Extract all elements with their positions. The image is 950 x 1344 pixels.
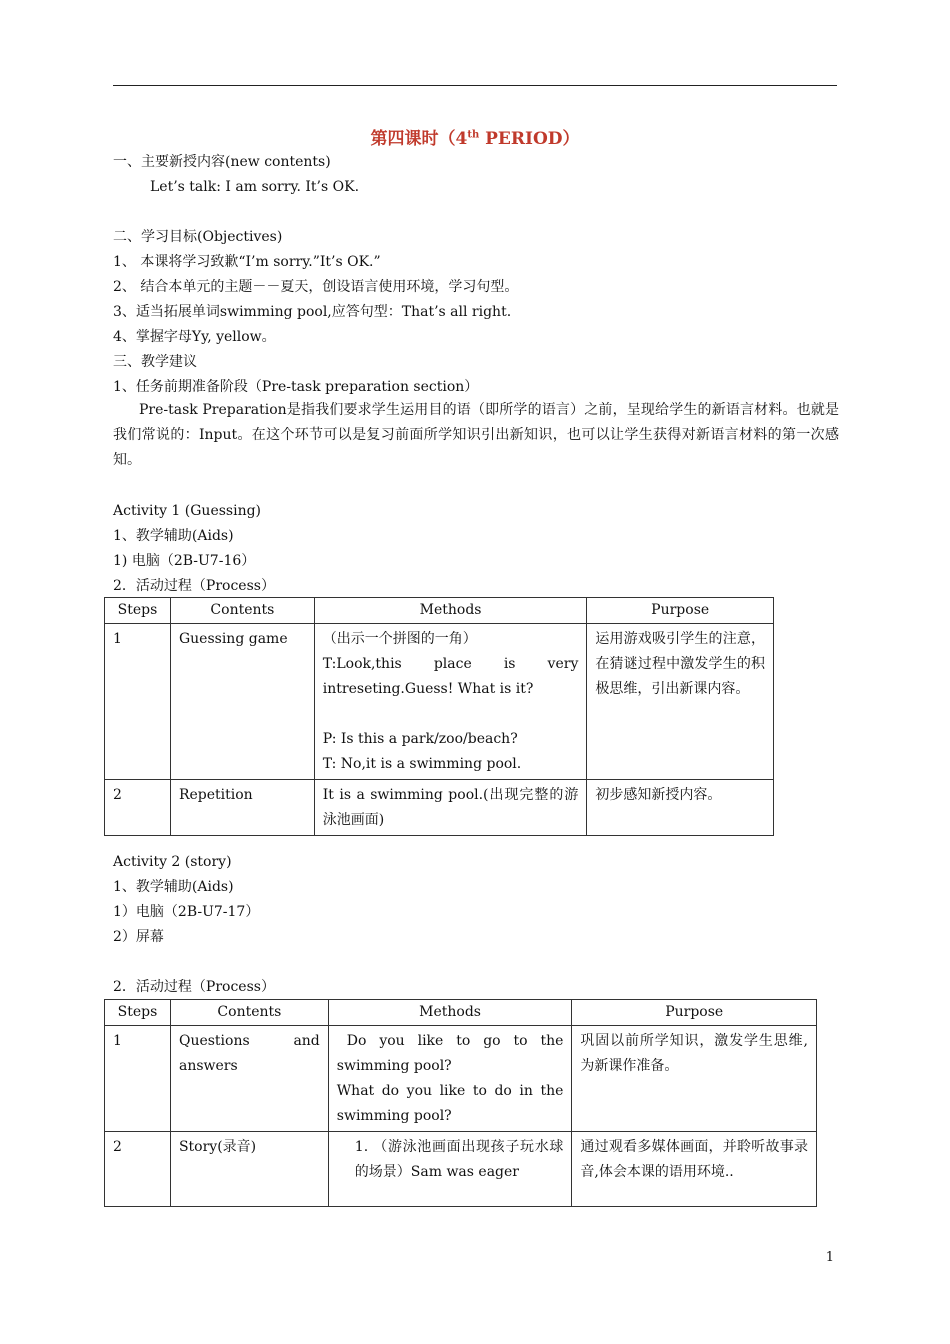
methods-cell xyxy=(314,624,587,780)
activity1-aids-heading: 1、教学辅助(Aids) xyxy=(113,528,234,544)
page-title: 第四课时（4th PERIOD） xyxy=(370,129,580,149)
activity1-aid-item: 1) 电脑（2B-U7-16） xyxy=(113,553,256,569)
header-rule xyxy=(113,85,837,86)
column-header: Methods xyxy=(314,598,587,624)
methods-cell xyxy=(328,1026,572,1132)
content-cell: Repetition xyxy=(170,780,314,836)
step-cell: 2 xyxy=(105,780,171,836)
table-row xyxy=(105,1026,817,1132)
purpose-cell: 运用游戏吸引学生的注意，在猜谜过程中激发学生的积极思维，引出新课内容。 xyxy=(587,624,774,780)
methods-line: Do you like to go to the swimming pool? xyxy=(336,1033,564,1074)
methods-cell xyxy=(328,1132,572,1207)
purpose-cell: 通过观看多媒体画面，并聆听故事录音,体会本课的语用环境.. xyxy=(572,1132,817,1207)
step-cell: 1 xyxy=(105,624,171,780)
methods-line: T:Look,this place is very intreseting.Guess! What is it? xyxy=(322,656,579,697)
activity1-table xyxy=(104,597,774,836)
content-cell: Guessing game xyxy=(170,624,314,780)
page-number: 1 xyxy=(825,1250,834,1265)
table-header-row xyxy=(105,598,774,624)
methods-line: What do you like to do in the swimming pool? xyxy=(336,1083,564,1124)
table-row xyxy=(105,624,774,780)
column-header: Methods xyxy=(328,1000,572,1026)
methods-cell xyxy=(314,780,587,836)
column-header: Steps xyxy=(105,1000,171,1026)
methods-line: P: Is this a park/zoo/beach? xyxy=(322,731,518,747)
methods-line: 1. （游泳池画面出现孩子玩水球的场景）Sam was eager xyxy=(354,1139,564,1180)
methods-line: T: No,it is a swimming pool. xyxy=(322,756,522,772)
column-header: Purpose xyxy=(587,598,774,624)
activity2-aid-item: 1）电脑（2B-U7-17） xyxy=(113,904,260,920)
activity1-heading: Activity 1 (Guessing) xyxy=(113,503,262,519)
activity2-table xyxy=(104,999,817,1207)
table-row xyxy=(105,780,774,836)
activity2-aids-heading: 1、教学辅助(Aids) xyxy=(113,879,234,895)
activity2-heading: Activity 2 (story) xyxy=(113,854,232,870)
content-cell: Questions and answers xyxy=(170,1026,328,1132)
pretask-heading: 1、任务前期准备阶段（Pre-task preparation section） xyxy=(113,379,479,395)
table-row xyxy=(105,1132,817,1207)
objective-item: 2、 结合本单元的主题－－夏天，创设语言使用环境，学习句型。 xyxy=(113,279,519,295)
purpose-cell: 初步感知新授内容。 xyxy=(587,780,774,836)
column-header: Purpose xyxy=(572,1000,817,1026)
section1-content: Let’s talk: I am sorry. It’s OK. xyxy=(150,179,360,195)
step-cell: 2 xyxy=(105,1132,171,1207)
column-header: Contents xyxy=(170,1000,328,1026)
methods-line: It is a swimming pool.(出现完整的游泳池画面) xyxy=(322,787,579,828)
pretask-paragraph: Pre-task Preparation是指我们要求学生运用目的语（即所学的语言）之前，呈现给学生的新语言材料。也就是我们常说的：Input。在这个环节可以是复习前面所学知识引出新知识，也可以让学生获得对新语言材料的第一次感知。 xyxy=(113,402,839,468)
objective-item: 1、 本课将学习致歉“I’m sorry.”It’s OK.” xyxy=(113,254,381,270)
section3-heading: 三、教学建议 xyxy=(113,354,197,370)
section1-heading: 一、主要新授内容(new contents) xyxy=(113,154,331,170)
objective-item: 3、适当拓展单词swimming pool,应答句型：That’s all right. xyxy=(113,304,512,320)
activity2-process-heading: 2．活动过程（Process） xyxy=(113,979,275,995)
section2-heading: 二、学习目标(Objectives) xyxy=(113,229,283,245)
column-header: Steps xyxy=(105,598,171,624)
table-header-row xyxy=(105,1000,817,1026)
objective-item: 4、掌握字母Yy, yellow。 xyxy=(113,329,276,345)
content-cell: Story(录音) xyxy=(170,1132,328,1207)
methods-line xyxy=(323,702,579,727)
purpose-cell: 巩固以前所学知识，激发学生思维,为新课作准备。 xyxy=(572,1026,817,1132)
methods-line: （出示一个拼图的一角） xyxy=(322,631,477,647)
column-header: Contents xyxy=(170,598,314,624)
activity2-aid-item: 2）屏幕 xyxy=(113,929,164,945)
step-cell: 1 xyxy=(105,1026,171,1132)
activity1-process-heading: 2．活动过程（Process） xyxy=(113,578,275,594)
